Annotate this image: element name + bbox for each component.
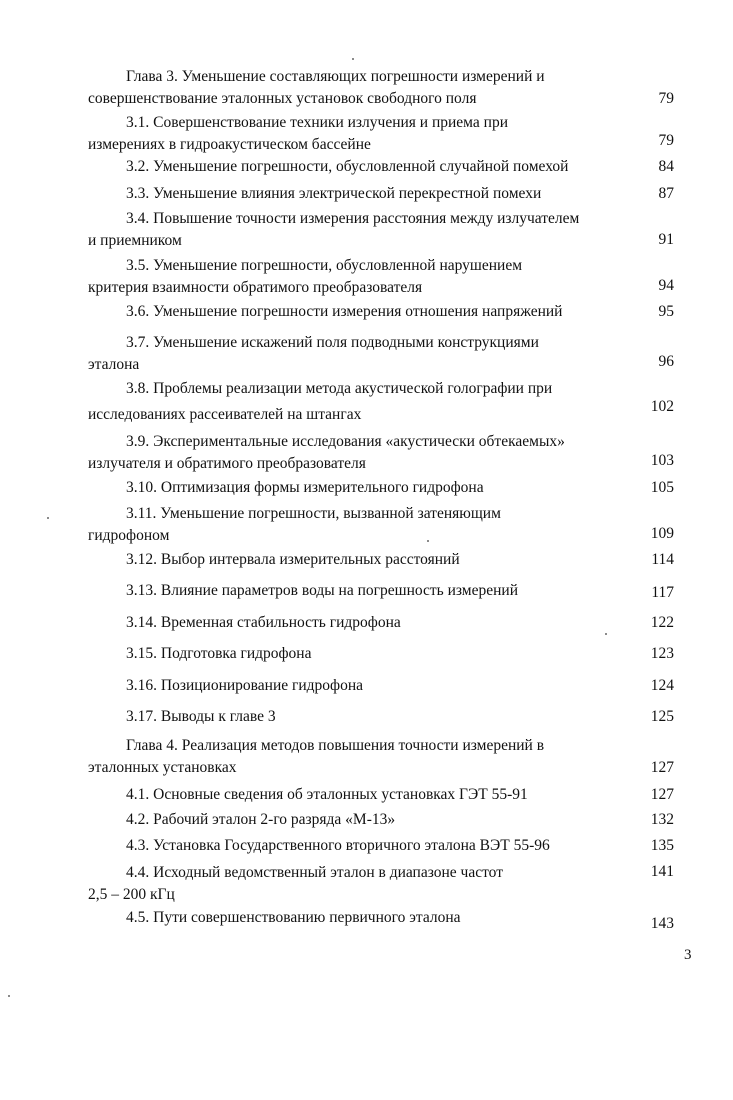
toc-line: Глава 3. Уменьшение составляющих погрешности измерений и [126, 68, 545, 85]
toc-line: 4.5. Пути совершенствованию первичного эталона [126, 909, 461, 926]
toc-entry-3-8 [88, 378, 674, 426]
scan-speck [352, 58, 354, 60]
toc-line: 3.7. Уменьшение искажений поля подводными конструкциями [126, 334, 539, 351]
scan-speck [427, 540, 429, 542]
toc-page: 96 [658, 353, 674, 370]
toc-entry-4-5 [88, 907, 674, 932]
toc-line: 4.3. Установка Государственного вторичного эталона ВЭТ 55-96 [126, 837, 550, 854]
toc-entry-3-14 [88, 612, 674, 634]
toc-entry-3-11 [88, 503, 674, 547]
scan-speck [605, 633, 607, 635]
toc-page: 109 [650, 525, 674, 542]
toc-entry-ch4 [88, 735, 674, 779]
toc-line: 3.15. Подготовка гидрофона [126, 645, 312, 662]
page-number: 3 [684, 947, 692, 963]
toc-entry-ch3 [88, 66, 674, 110]
toc-line: 3.5. Уменьшение погрешности, обусловленной нарушением [126, 257, 523, 274]
toc-line: 3.12. Выбор интервала измерительных расстояний [126, 551, 460, 568]
toc-entry-3-3 [88, 183, 674, 205]
toc-line: измерениях в гидроакустическом бассейне [88, 136, 371, 153]
toc-entry-3-5 [88, 255, 674, 299]
toc-line: 4.1. Основные сведения об эталонных установках ГЭТ 55-91 [126, 786, 528, 803]
toc-page: 94 [658, 277, 674, 294]
toc-line: 3.3. Уменьшение влияния электрической перекрестной помехи [126, 185, 542, 202]
toc-page: 91 [658, 231, 674, 248]
toc-page: 79 [658, 90, 674, 107]
toc-entry-4-1 [88, 784, 674, 806]
toc-line: 4.4. Исходный ведомственный эталон в диапазоне частот [126, 864, 503, 881]
toc-entry-3-7 [88, 332, 674, 376]
toc-line: 3.1. Совершенствование техники излучения и приема при [126, 114, 508, 131]
toc-line: Глава 4. Реализация методов повышения точности измерений в [126, 737, 545, 754]
toc-page: 102 [650, 398, 674, 415]
toc-line: 3.17. Выводы к главе 3 [126, 708, 276, 725]
toc-entry-3-10 [88, 477, 674, 499]
toc-page: 84 [658, 158, 674, 175]
toc-entry-3-13 [88, 580, 674, 602]
toc-line: 3.13. Влияние параметров воды на погрешность измерений [126, 582, 519, 599]
toc-page: 87 [658, 185, 674, 202]
scan-speck [8, 995, 10, 997]
toc-page: 105 [650, 479, 674, 496]
toc-line: 3.6. Уменьшение погрешности измерения отношения напряжений [126, 303, 563, 320]
toc-line: эталона [88, 356, 140, 373]
toc-line: 3.9. Экспериментальные исследования «акустически обтекаемых» [126, 433, 565, 450]
toc-page: 124 [650, 677, 674, 694]
toc-line: исследованиях рассеивателей на штангах [88, 406, 362, 423]
toc-line: излучателя и обратимого преобразователя [88, 455, 366, 472]
toc-line: и приемником [88, 232, 182, 249]
toc-line: 2,5 – 200 кГц [88, 886, 175, 903]
toc-entry-3-4 [88, 208, 674, 252]
toc-page: 122 [650, 614, 674, 631]
toc-line: критерия взаимности обратимого преобразователя [88, 279, 423, 296]
toc-line: 3.16. Позиционирование гидрофона [126, 677, 364, 694]
toc-line: эталонных установках [88, 759, 237, 776]
toc-entry-4-2 [88, 809, 674, 831]
toc-page: 141 [650, 863, 674, 880]
toc-line: 3.11. Уменьшение погрешности, вызванной затеняющим [126, 505, 501, 522]
toc-page: 127 [650, 759, 674, 776]
toc-line: гидрофоном [88, 527, 170, 544]
toc-entry-3-17 [88, 706, 674, 728]
toc-entry-3-9 [88, 431, 674, 475]
scan-speck [47, 517, 49, 519]
toc-page: 135 [650, 837, 674, 854]
toc-entry-4-4 [88, 862, 674, 906]
toc-page: 114 [651, 551, 674, 568]
toc-page: 127 [650, 786, 674, 803]
toc-page: 125 [650, 708, 674, 725]
toc-line: совершенствование эталонных установок свободного поля [88, 90, 477, 107]
toc-page: 123 [650, 645, 674, 662]
toc-line: 3.8. Проблемы реализации метода акустической голографии при [126, 380, 553, 397]
toc-line: 3.4. Повышение точности измерения расстояния между излучателем [126, 210, 580, 227]
toc-entry-3-12 [88, 549, 674, 571]
toc-entry-3-15 [88, 643, 674, 665]
toc-entry-3-2 [88, 156, 674, 178]
toc-entry-3-6 [88, 301, 674, 323]
toc-entry-3-1 [88, 112, 674, 156]
toc-line: 3.10. Оптимизация формы измерительного гидрофона [126, 479, 484, 496]
toc-entry-4-3 [88, 835, 674, 857]
toc-page: 79 [658, 132, 674, 149]
toc-page: 117 [651, 584, 674, 601]
toc-entry-3-16 [88, 675, 674, 697]
toc-line: 3.2. Уменьшение погрешности, обусловленной случайной помехой [126, 158, 569, 175]
toc-line: 3.14. Временная стабильность гидрофона [126, 614, 401, 631]
toc-line: 4.2. Рабочий эталон 2-го разряда «М-13» [126, 811, 396, 828]
toc-page: 143 [650, 915, 674, 932]
toc-page: 95 [658, 303, 674, 320]
toc-page: 132 [650, 811, 674, 828]
toc-page: 103 [650, 452, 674, 469]
